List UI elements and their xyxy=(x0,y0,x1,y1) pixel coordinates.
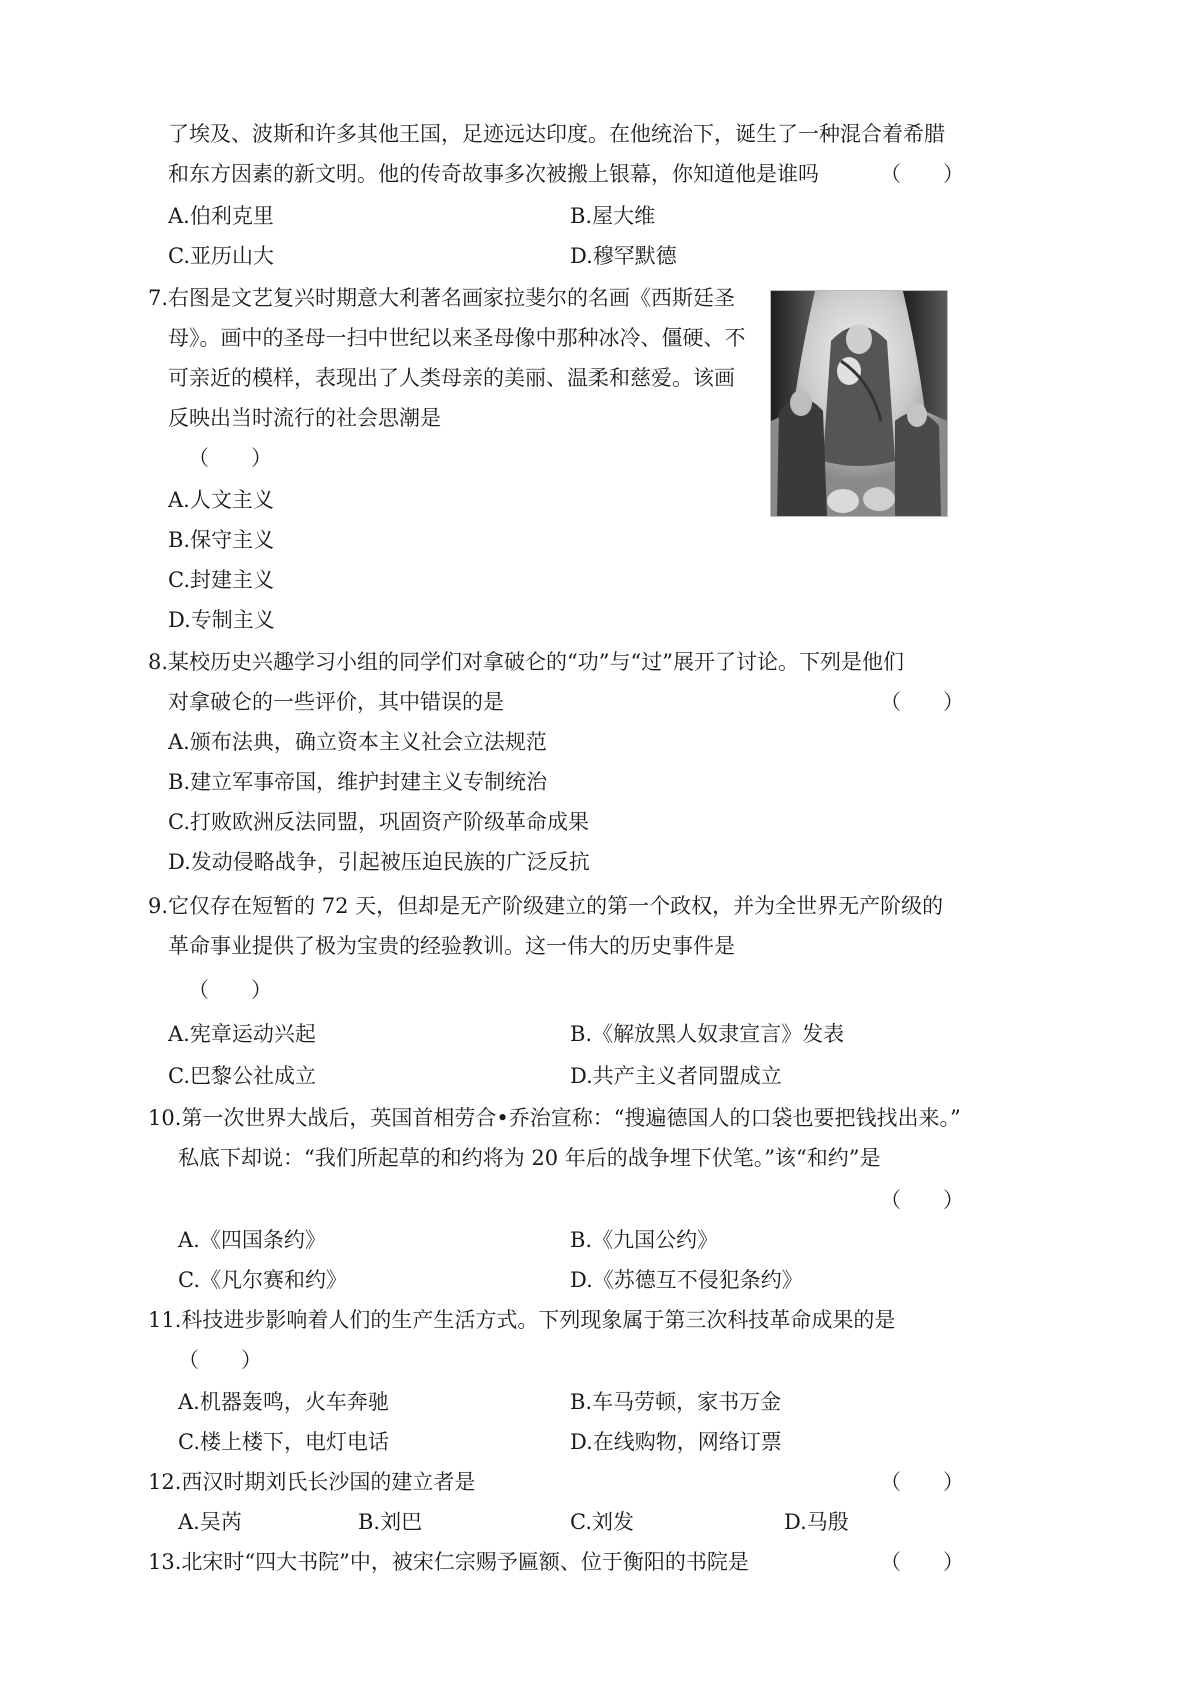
q12-stem-line-1: 12.西汉时期刘氏长沙国的建立者是 xyxy=(148,1470,476,1494)
q10-option-a: A.《四国条约》 xyxy=(178,1228,326,1252)
q7-option-d: D.专制主义 xyxy=(168,608,275,632)
q12-option-b: B.刘巴 xyxy=(358,1510,423,1534)
q10-answer-paren: （ ） xyxy=(880,1188,964,1212)
q10-option-d: D.《苏德互不侵犯条约》 xyxy=(570,1268,803,1292)
q8-answer-paren: （ ） xyxy=(880,690,964,714)
q6-option-b: B.屋大维 xyxy=(570,204,656,228)
q6-stem-line-2: 和东方因素的新文明。他的传奇故事多次被搬上银幕，你知道他是谁吗 xyxy=(168,162,819,186)
q11-answer-paren: （ ） xyxy=(178,1348,262,1372)
q10-stem-line-2: 私底下却说：“我们所起草的和约将为 20 年后的战争埋下伏笔。”该“和约”是 xyxy=(178,1146,881,1170)
q8-option-d: D.发动侵略战争，引起被压迫民族的广泛反抗 xyxy=(168,850,590,874)
q6-option-d: D.穆罕默德 xyxy=(570,244,677,268)
q9-option-b: B.《解放黑人奴隶宣言》发表 xyxy=(570,1022,845,1046)
q9-stem-line-2: 革命事业提供了极为宝贵的经验教训。这一伟大的历史事件是 xyxy=(168,934,735,958)
q7-stem-line-1: 7.右图是文艺复兴时期意大利著名画家拉斐尔的名画《西斯廷圣 xyxy=(148,286,736,310)
q8-option-c: C.打败欧洲反法同盟，巩固资产阶级革命成果 xyxy=(168,810,589,834)
sistine-madonna-painting xyxy=(770,290,948,517)
q9-option-d: D.共产主义者同盟成立 xyxy=(570,1064,782,1088)
q12-option-d: D.马殷 xyxy=(784,1510,849,1534)
q7-option-b: B.保守主义 xyxy=(168,528,275,552)
q8-option-b: B.建立军事帝国，维护封建主义专制统治 xyxy=(168,770,548,794)
q12-answer-paren: （ ） xyxy=(880,1470,964,1494)
q6-answer-paren: （ ） xyxy=(880,162,964,186)
q10-option-b: B.《九国公约》 xyxy=(570,1228,719,1252)
q9-option-c: C.巴黎公社成立 xyxy=(168,1064,316,1088)
q11-option-d: D.在线购物，网络订票 xyxy=(570,1430,782,1454)
q13-answer-paren: （ ） xyxy=(880,1550,964,1574)
q7-stem-line-2: 母》。画中的圣母一扫中世纪以来圣母像中那种冰冷、僵硬、不 xyxy=(168,326,746,350)
q6-option-c: C.亚历山大 xyxy=(168,244,274,268)
q7-option-a: A.人文主义 xyxy=(168,488,274,512)
q8-stem-line-1: 8.某校历史兴趣学习小组的同学们对拿破仑的“功”与“过”展开了讨论。下列是他们 xyxy=(148,650,904,674)
q11-option-b: B.车马劳顿，家书万金 xyxy=(570,1390,782,1414)
q9-answer-paren: （ ） xyxy=(188,978,272,1002)
q10-stem-line-1: 10.第一次世界大战后，英国首相劳合•乔治宣称：“搜遍德国人的口袋也要把钱找出来。” xyxy=(148,1106,961,1130)
q7-stem-line-3: 可亲近的模样，表现出了人类母亲的美丽、温柔和慈爱。该画 xyxy=(168,366,735,390)
q11-option-c: C.楼上楼下，电灯电话 xyxy=(178,1430,389,1454)
q13-stem-line-1: 13.北宋时“四大书院”中，被宋仁宗赐予匾额、位于衡阳的书院是 xyxy=(148,1550,749,1574)
q8-stem-line-2: 对拿破仑的一些评价，其中错误的是 xyxy=(168,690,504,714)
q6-option-a: A.伯利克里 xyxy=(168,204,274,228)
q7-stem-line-4: 反映出当时流行的社会思潮是 xyxy=(168,406,441,430)
q12-option-a: A.吴芮 xyxy=(178,1510,242,1534)
q9-stem-line-1: 9.它仅存在短暂的 72 天，但却是无产阶级建立的第一个政权，并为全世界无产阶级的 xyxy=(148,894,944,918)
q11-option-a: A.机器轰鸣，火车奔驰 xyxy=(178,1390,389,1414)
q10-option-c: C.《凡尔赛和约》 xyxy=(178,1268,347,1292)
q9-option-a: A.宪章运动兴起 xyxy=(168,1022,316,1046)
q8-option-a: A.颁布法典，确立资本主义社会立法规范 xyxy=(168,730,547,754)
q7-answer-paren: （ ） xyxy=(188,446,272,470)
q11-stem-line-1: 11.科技进步影响着人们的生产生活方式。下列现象属于第三次科技革命成果的是 xyxy=(148,1308,896,1332)
q6-stem-line-1: 了埃及、波斯和许多其他王国，足迹远达印度。在他统治下，诞生了一种混合着希腊 xyxy=(168,122,945,146)
q12-option-c: C.刘发 xyxy=(570,1510,634,1534)
q7-option-c: C.封建主义 xyxy=(168,568,274,592)
